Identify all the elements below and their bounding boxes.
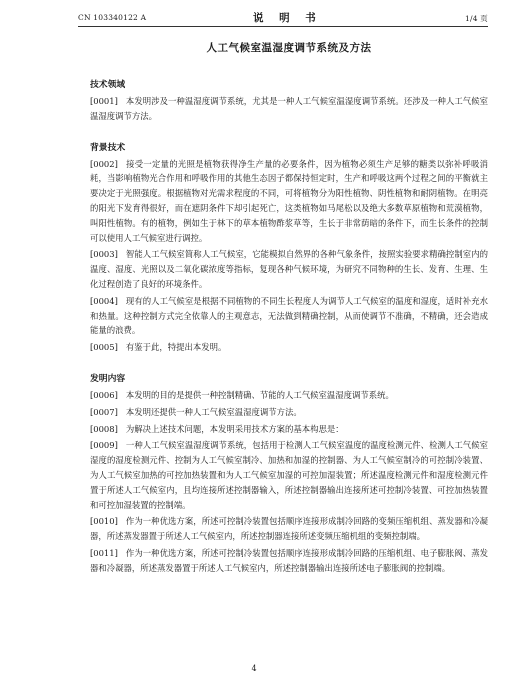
paragraph [90, 422, 488, 437]
paragraph-number: [0008] [90, 423, 118, 434]
paragraph-text: 本发明的目的是提供一种控制精确、节能的人工气候室温湿度调节系统。 [125, 389, 394, 400]
paragraph-number: [0002] [90, 158, 118, 169]
section-heading: 背景技术 [90, 142, 126, 153]
paragraph-number: [0010] [90, 516, 118, 527]
paragraph-text: 本发明涉及一种温湿度调节系统，尤其是一种人工气候室温湿度调节系统。还涉及一种人工气候室温湿度调节方法。 [90, 96, 488, 121]
paragraph [90, 546, 488, 576]
paragraph-text: 现有的人工气候室是根据不同植物的不同生长程度人为调节人工气候室的温度和湿度，适时补充水和热量。这种控制方式完全依靠人的主观意志，无法做到精确控制，从而使调节不准确，不精确，还会造成能量的浪费。 [90, 295, 488, 336]
paragraph-text: 一种人工气候室温湿度调节系统，包括用于检测人工气候室温度的温度检测元件、检测人工气候室湿度的湿度检测元件、控制为人工气候室制冷、加热和加湿的控制器、为人工气候室制冷的可控制冷装置、为人工气候室加热的可控加热装置和为人工气候室加湿的可控加湿装置；所述温度检测元件和湿度检测元件置于所述人工气候室内，且均连接所述控制器输入，所述控制器输出连接所述可控制冷装置、可控加热装置和可控加湿装置的控制端。 [90, 440, 488, 510]
paragraph-text: 本发明还提供一种人工气候室温湿度调节方法。 [125, 406, 302, 417]
paragraph [90, 388, 488, 403]
document-title: 人工气候室温湿度调节系统及方法 [206, 42, 372, 54]
paragraph [90, 94, 488, 124]
paragraph-number: [0003] [90, 249, 118, 260]
paragraph [90, 340, 488, 355]
paragraph-text: 为解决上述技术问题，本发明采用技术方案的基本构思是： [125, 423, 344, 434]
paragraph-text: 作为一种优选方案，所述可控制冷装置包括顺序连接形成制冷回路的变频压缩机组、蒸发器和冷凝器，所述蒸发器置于所述人工气候室内，所述控制器连接所述变频压缩机组的变频控制端。 [90, 516, 488, 542]
section-heading: 技术领域 [90, 80, 126, 90]
page-indicator: 1/4 页 [465, 14, 488, 23]
paragraph-number: [0009] [90, 440, 118, 451]
paragraph-text: 智能人工气候室简称人工气候室，它能模拟自然界的各种气象条件，按照实验要求精确控制室内的温度、湿度、光照以及二氧化碳浓度等指标，复现各种气候环境，为研究不同物种的生长、发育、生理、生化过程创造了良好的环境条件。 [90, 249, 488, 289]
document-body [90, 40, 488, 578]
paragraph-number: [0001] [90, 96, 118, 106]
paragraph [90, 247, 488, 291]
paragraph-number: [0006] [90, 389, 118, 400]
paragraph-text: 接受一定量的光照是植物获得净生产量的必要条件，因为植物必须生产足够的糖类以弥补呼吸消耗，当影响植物光合作用和呼吸作用的其他生态因子都保持恒定时，生产和呼吸这两个过程之间的平衡就主要决定于光照强度。根据植物对光需求程度的不同，可将植物分为阳性植物、阴性植物和耐阴植物。在明亮的阳光下发育得很好，而在遮阴条件下却引起死亡，这类植物如马尾松以及绝大多数草原植物和荒漠植物，叫阳性植物。有的植物，例如生于林下的草本植物酢浆草等，生长于非常荫暗的条件下，而生长条件的控制可以使用人工气候室进行调控。 [90, 158, 488, 243]
publication-number: CN 103340122 A [78, 13, 147, 22]
header-divider [78, 26, 488, 27]
paragraph [90, 157, 488, 246]
document-type: 说 明 书 [253, 12, 322, 24]
section-summary [90, 371, 488, 576]
paragraph-number: [0004] [90, 295, 118, 306]
section-heading: 发明内容 [90, 373, 126, 384]
section-background-art [90, 140, 488, 355]
paragraph-number: [0011] [90, 547, 118, 558]
paragraph-text: 有鉴于此，特提出本发明。 [125, 342, 227, 353]
paragraph [90, 438, 488, 512]
paragraph-number: [0005] [90, 342, 118, 353]
page-number: 4 [251, 664, 257, 673]
paragraph-text: 作为一种优选方案，所述可控制冷装置包括顺序连接形成制冷回路的压缩机组、电子膨胀阀、蒸发器和冷凝器，所述蒸发器置于所述人工气候室内，所述控制器输出连接所述电子膨胀阀的控制端。 [90, 547, 488, 573]
section-technical-field [90, 77, 488, 124]
paragraph [90, 514, 488, 544]
paragraph-number: [0007] [90, 406, 118, 417]
page-header [78, 10, 488, 26]
paragraph [90, 405, 488, 420]
paragraph [90, 294, 488, 338]
